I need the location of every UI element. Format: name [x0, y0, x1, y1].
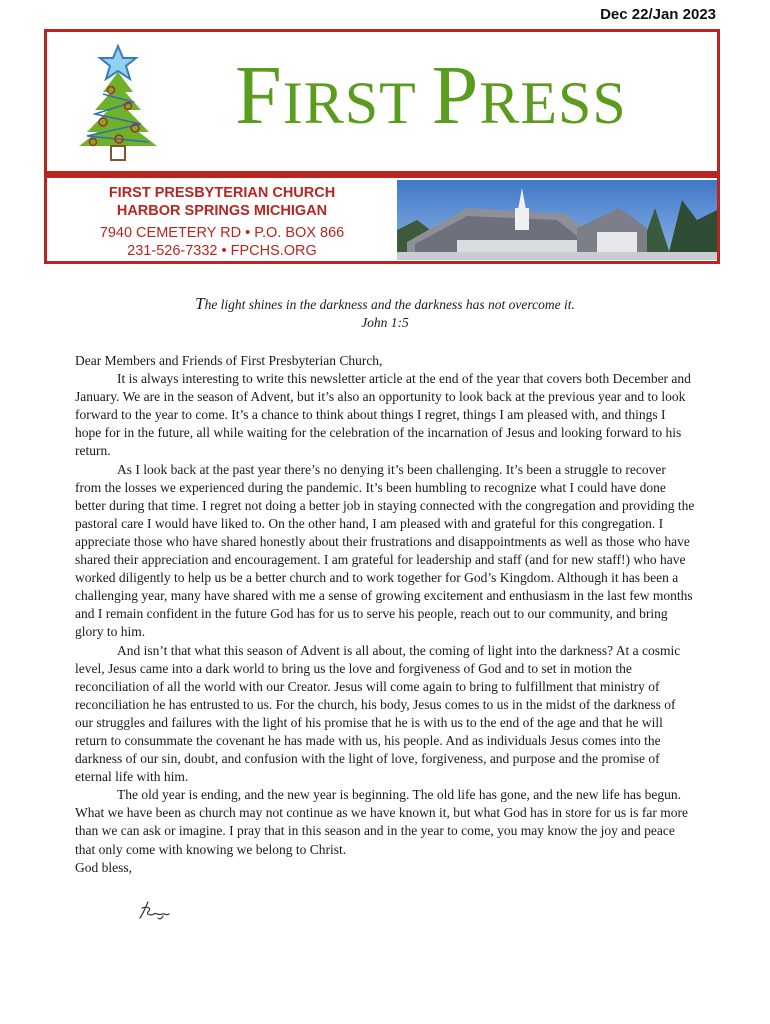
church-name-line1: FIRST PRESBYTERIAN CHURCH [108, 185, 336, 201]
masthead-divider [47, 171, 717, 178]
church-name-line2: HARBOR SPRINGS MICHIGAN [116, 203, 328, 219]
verse-text [0, 295, 770, 314]
title-first-word-rest: IRST [282, 70, 416, 136]
church-contact [47, 224, 397, 260]
church-name [47, 184, 397, 220]
letter-closing: God bless, [75, 859, 132, 875]
title-second-word-rest: RESS [479, 70, 627, 136]
letter-paragraph: It is always interesting to write this newsletter article at the end of the year that covers both December and January. We are in the season of Advent, but it’s also an opportunity to look back at the previous year and to look forward to the year to come. It’s a chance to think about things I regret, things I am pleased with, and things I hope for in the future, all while waiting for the celebration of the incarnation of Jesus and looking forward to his return. [75, 371, 691, 459]
newsletter-title [235, 49, 627, 142]
church-address: 7940 CEMETERY RD • P.O. BOX 866 [99, 225, 345, 241]
scripture-verse [0, 295, 770, 332]
church-building-photo [397, 180, 717, 260]
letter-paragraph: As I look back at the past year there’s no denying it’s been challenging. It’s been a struggle to recover from the losses we experienced during the pandemic. It’s been humbling to recognize what I could have done better during that time. I regret not doing a better job in staying connected with the congregation and providing the pastoral care I would have liked to. On the other hand, I am pleased with and grateful for this congregation. I appreciate those who have shared honestly about their frustrations and disappointments as well as those who have shared their appreciation and encouragement. I am grateful for leadership and staff (and for new staff!) who have worked diligently to help us be a better church and to work together for God’s Kingdom. Although it has been a challenging year, many have shared with me a sense of growing excitement and enthusiasm in the last few months and I remain confident in the future God has for us to serve his people, reach out to our community, and bring glory to him. [75, 461, 695, 640]
verse-initial: T [195, 294, 205, 313]
masthead-top [47, 32, 717, 171]
letter-paragraph: The old year is ending, and the new year is beginning. The old life has gone, and the new life has begun. What we have been as church may not continue as we have known it, but what God has in store for us is far more than we can ask or imagine. I pray that in this season and in the year to come, you may know the joy and peace that only come with knowing we belong to Christ. [75, 787, 688, 857]
church-info [47, 178, 397, 261]
verse-reference: John 1:5 [361, 315, 409, 330]
christmas-tree-icon [73, 44, 163, 162]
church-phone-web: 231-526-7332 • FPCHS.ORG [127, 243, 317, 259]
title-initial-p: P [431, 49, 480, 142]
pastor-letter [75, 352, 695, 877]
letter-paragraph: And isn’t that what this season of Advent is all about, the coming of light into the darkness? At a cosmic level, Jesus came into a dark world to bring us the love and forgiveness of God and to set in motion the reconciliation of all the world with our Creator. Jesus will come again to bring to fulfillment that ministry of reconciliation he has entrusted to us. For the church, his body, Jesus comes to us in the midst of the darkness of our struggles and failures with the light of his promise that he is with us to the end of the age and that he will return to consummate the covenant he has made with us, his people. And as individuals Jesus comes into the darkness of our sin, doubt, and confusion with the light of love, forgiveness, and purpose and the promise of eternal life with him. [75, 642, 681, 785]
issue-date: Dec 22/Jan 2023 [600, 6, 716, 23]
handwritten-signature [136, 898, 172, 924]
verse-body: he light shines in the darkness and the darkness has not overcome it. [204, 297, 575, 312]
title-initial-f: F [235, 49, 283, 142]
masthead [44, 29, 720, 264]
letter-salutation: Dear Members and Friends of First Presbyterian Church, [75, 353, 383, 368]
